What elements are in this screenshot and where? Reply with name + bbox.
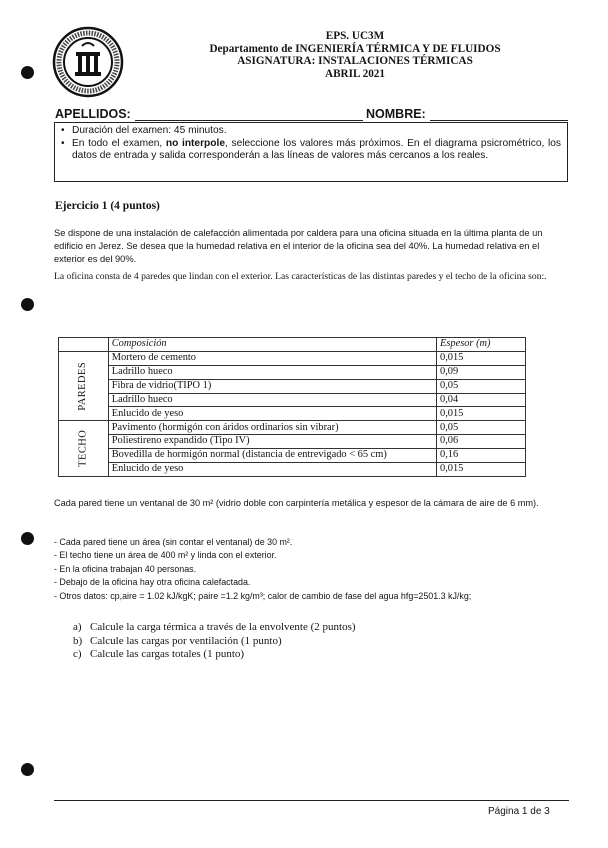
list-item: - En la oficina trabajan 40 personas.: [54, 563, 197, 574]
table-row: [59, 435, 526, 449]
espesor-cell: 0,16: [437, 449, 526, 463]
material-cell: Ladrillo hueco: [108, 365, 436, 379]
material-cell: Enlucido de yeso: [108, 407, 436, 421]
list-item: - Otros datos: cp,aire = 1.02 kJ/kgK; ρaire =1.2 kg/m³; calor de cambio de fase del agua hfg=2501.3 kJ/kg;: [54, 590, 472, 601]
nombre-field[interactable]: [366, 107, 426, 121]
instruction-item: • Duración del examen: 45 minutos.: [72, 125, 561, 138]
question-item: c) Calcule las cargas totales (1 punto): [73, 648, 245, 661]
espesor-cell: 0,09: [437, 365, 526, 379]
table-row: [59, 463, 526, 477]
espesor-cell: 0,015: [437, 351, 526, 365]
material-cell: Enlucido de yeso: [108, 463, 436, 477]
page-number: Página 1 de 3: [488, 806, 550, 817]
espesor-cell: 0,04: [437, 393, 526, 407]
table-row: [59, 365, 526, 379]
table-row: [59, 379, 526, 393]
espesor-cell: 0,015: [437, 407, 526, 421]
material-cell: Mortero de cemento: [108, 351, 436, 365]
table-header-row: [59, 338, 526, 352]
university-logo: [52, 26, 124, 98]
nombre-line: [430, 120, 568, 121]
table-row: [59, 449, 526, 463]
instructions-box: [54, 122, 568, 182]
university-seal-icon: [52, 26, 124, 98]
nombre-label: NOMBRE:: [366, 107, 426, 121]
header-subject: ASIGNATURA: INSTALACIONES TÉRMICAS: [237, 55, 473, 67]
instruction-item: • En todo el examen, no interpole, seleccione los valores más próximos. En el diagrama psicrométrico, los datos de entrada y salida corresponderán a las líneas de valores más cercanos a los reales.: [72, 138, 561, 163]
exam-header: [170, 30, 540, 80]
material-cell: Ladrillo hueco: [108, 393, 436, 407]
window-note: Cada pared tiene un ventanal de 30 m² (vidrio doble con carpintería metálica y espesor de la cámara de aire de 6 mm).: [54, 498, 539, 508]
header-department: Departamento de INGENIERÍA TÉRMICA Y DE FLUIDOS: [209, 42, 501, 55]
espesor-cell: 0,015: [437, 463, 526, 477]
espesor-cell: 0,06: [437, 435, 526, 449]
material-cell: Fibra de vidrio(TIPO 1): [108, 379, 436, 393]
table-row: [59, 351, 526, 365]
table-row: [59, 393, 526, 407]
punch-hole: [21, 532, 34, 545]
group-paredes: PAREDES: [59, 351, 109, 420]
material-cell: Poliestireno expandido (Tipo IV): [108, 435, 436, 449]
apellidos-line: [135, 120, 363, 121]
col-composicion: Composición: [108, 338, 436, 352]
punch-hole: [21, 298, 34, 311]
data-list: [54, 536, 574, 603]
apellidos-label: APELLIDOS:: [55, 107, 131, 121]
punch-hole: [21, 66, 34, 79]
footer-rule: [54, 800, 569, 801]
exercise-walls-intro: La oficina consta de 4 paredes que lindan con el exterior. Las características de las distintas paredes y el techo de la oficina son:.: [54, 271, 547, 282]
col-espesor: Espesor (m): [437, 338, 526, 352]
table-row: [59, 407, 526, 421]
group-techo: TECHO: [59, 421, 109, 477]
header-school: EPS. UC3M: [325, 30, 385, 42]
materials-table: [58, 337, 526, 477]
apellidos-field[interactable]: [55, 107, 131, 121]
espesor-cell: 0,05: [437, 421, 526, 435]
exercise-title: Ejercicio 1 (4 puntos): [55, 200, 160, 212]
question-item: b) Calcule las cargas por ventilación (1 punto): [73, 634, 282, 647]
list-item: - Debajo de la oficina hay otra oficina calefactada.: [54, 577, 251, 588]
questions-list: [73, 621, 356, 662]
header-date: ABRIL 2021: [325, 67, 385, 80]
question-item: a) Calcule la carga térmica a través de la envolvente (2 puntos): [73, 621, 356, 633]
list-item: - El techo tiene un área de 400 m² y linda con el exterior.: [54, 550, 277, 561]
espesor-cell: 0,05: [437, 379, 526, 393]
material-cell: Pavimento (hormigón con áridos ordinarios sin vibrar): [108, 421, 436, 435]
punch-hole: [21, 763, 34, 776]
table-row: [59, 421, 526, 435]
material-cell: Bovedilla de hormigón normal (distancia de entrevigado < 65 cm): [108, 449, 436, 463]
exercise-intro: Se dispone de una instalación de calefacción alimentada por caldera para una oficina situada en la última planta de un edificio en Jerez. Se desea que la humedad relativa en el interior de la oficina sea del 40%. La humedad relativa en el exterior es del 90%.: [54, 228, 543, 264]
list-item: - Cada pared tiene un área (sin contar el ventanal) de 30 m².: [54, 537, 293, 547]
